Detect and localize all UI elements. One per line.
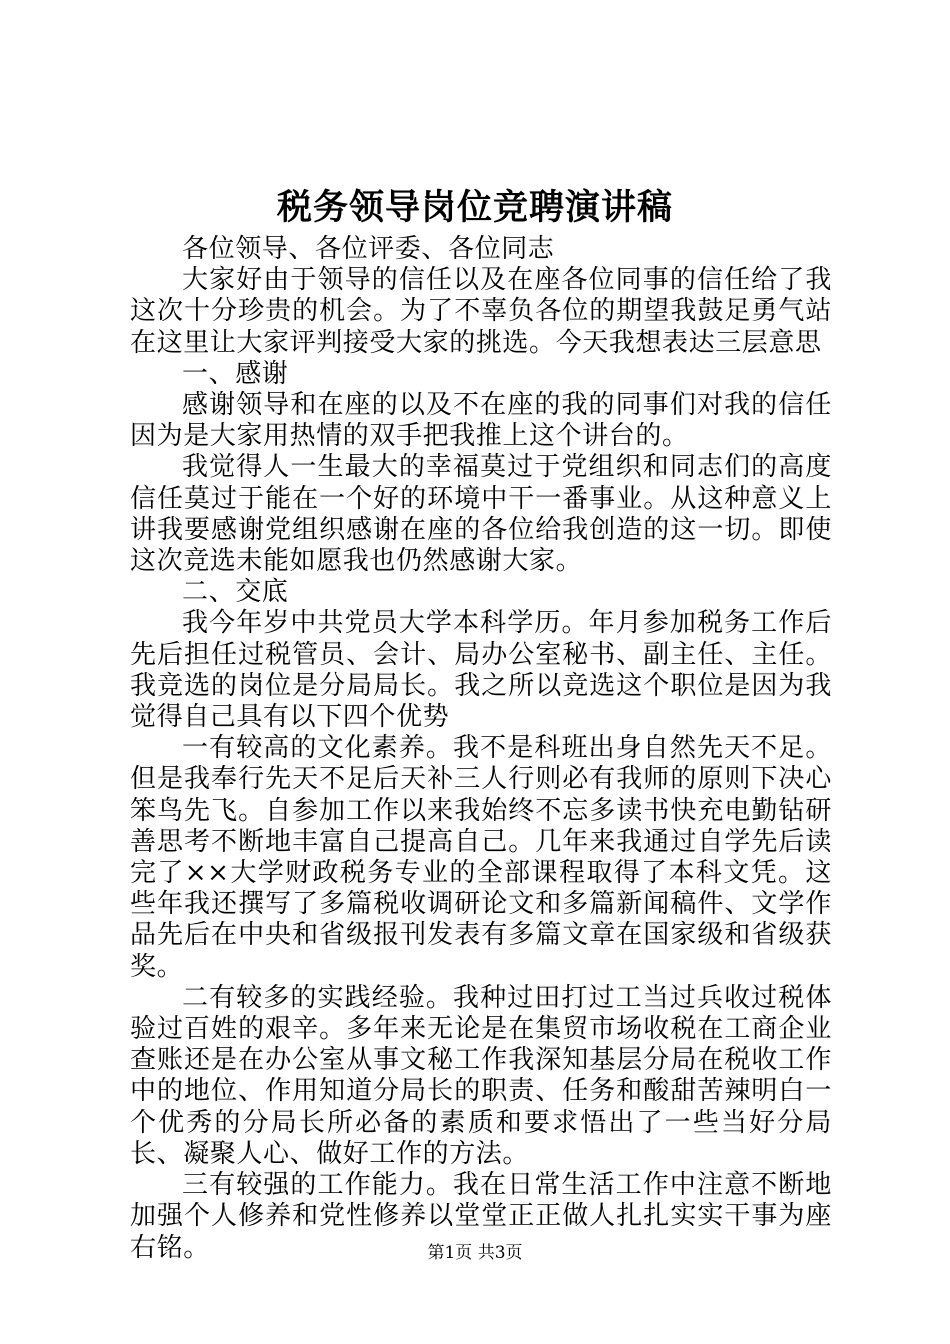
document-title: 税务领导岗位竞聘演讲稿 [276,187,673,228]
advantage-paragraph-2: 二有较多的实践经验。我种过田打过工当过兵收过税体验过百姓的艰辛。多年来无论是在集贸市场收税在工商企业查账还是在办公室从事文秘工作我深知基层分局在税收工作中的地位、作用知道分局长的职责、任务和酸甜苦辣明白一个优秀的分局长所必备的素质和要求悟出了一些当好分局长、凝聚人心、做好工作的方法。 [130,982,832,1169]
thanks-paragraph-2: 我觉得人一生最大的幸福莫过于党组织和同志们的高度信任莫过于能在一个好的环境中干一番事业。从这种意义上讲我要感谢党组织感谢在座的各位给我创造的这一切。即使这次竞选未能如愿我也仍然感谢大家。 [130,452,832,577]
page-number-footer: 第1页 共3页 [427,1243,523,1263]
advantage-paragraph-3: 三有较强的工作能力。我在日常生活工作中注意不断地加强个人修养和党性修养以堂堂正正做人扎扎实实干事为座右铭。 [130,1170,832,1263]
salutation-paragraph: 各位领导、各位评委、各位同志 [182,234,555,264]
document-body [130,234,832,1264]
thanks-paragraph-1: 感谢领导和在座的以及不在座的我的同事们对我的信任因为是大家用热情的双手把我推上这个讲台的。 [130,390,832,452]
section-heading-thanks: 一、感谢 [182,358,289,389]
background-paragraph: 我今年岁中共党员大学本科学历。年月参加税务工作后先后担任过税管员、会计、局办公室秘书、副主任、主任。我竞选的岗位是分局局长。我之所以竞选这个职位是因为我觉得自己具有以下四个优势 [130,608,832,733]
section-heading-background: 二、交底 [182,577,289,608]
advantage-paragraph-1: 一有较高的文化素养。我不是科班出身自然先天不足。但是我奉行先天不足后天补三人行则必有我师的原则下决心笨鸟先飞。自参加工作以来我始终不忘多读书快充电勤钻研善思考不断地丰富自己提高自己。几年来我通过自学先后读完了××大学财政税务专业的全部课程取得了本科文凭。这些年我还撰写了多篇税收调研论文和多篇新闻稿件、文学作品先后在中央和省级报刊发表有多篇文章在国家级和省级获奖。 [130,733,832,982]
opening-paragraph: 大家好由于领导的信任以及在座各位同事的信任给了我这次十分珍贵的机会。为了不辜负各位的期望我鼓足勇气站在这里让大家评判接受大家的挑选。今天我想表达三层意思 [130,265,832,358]
